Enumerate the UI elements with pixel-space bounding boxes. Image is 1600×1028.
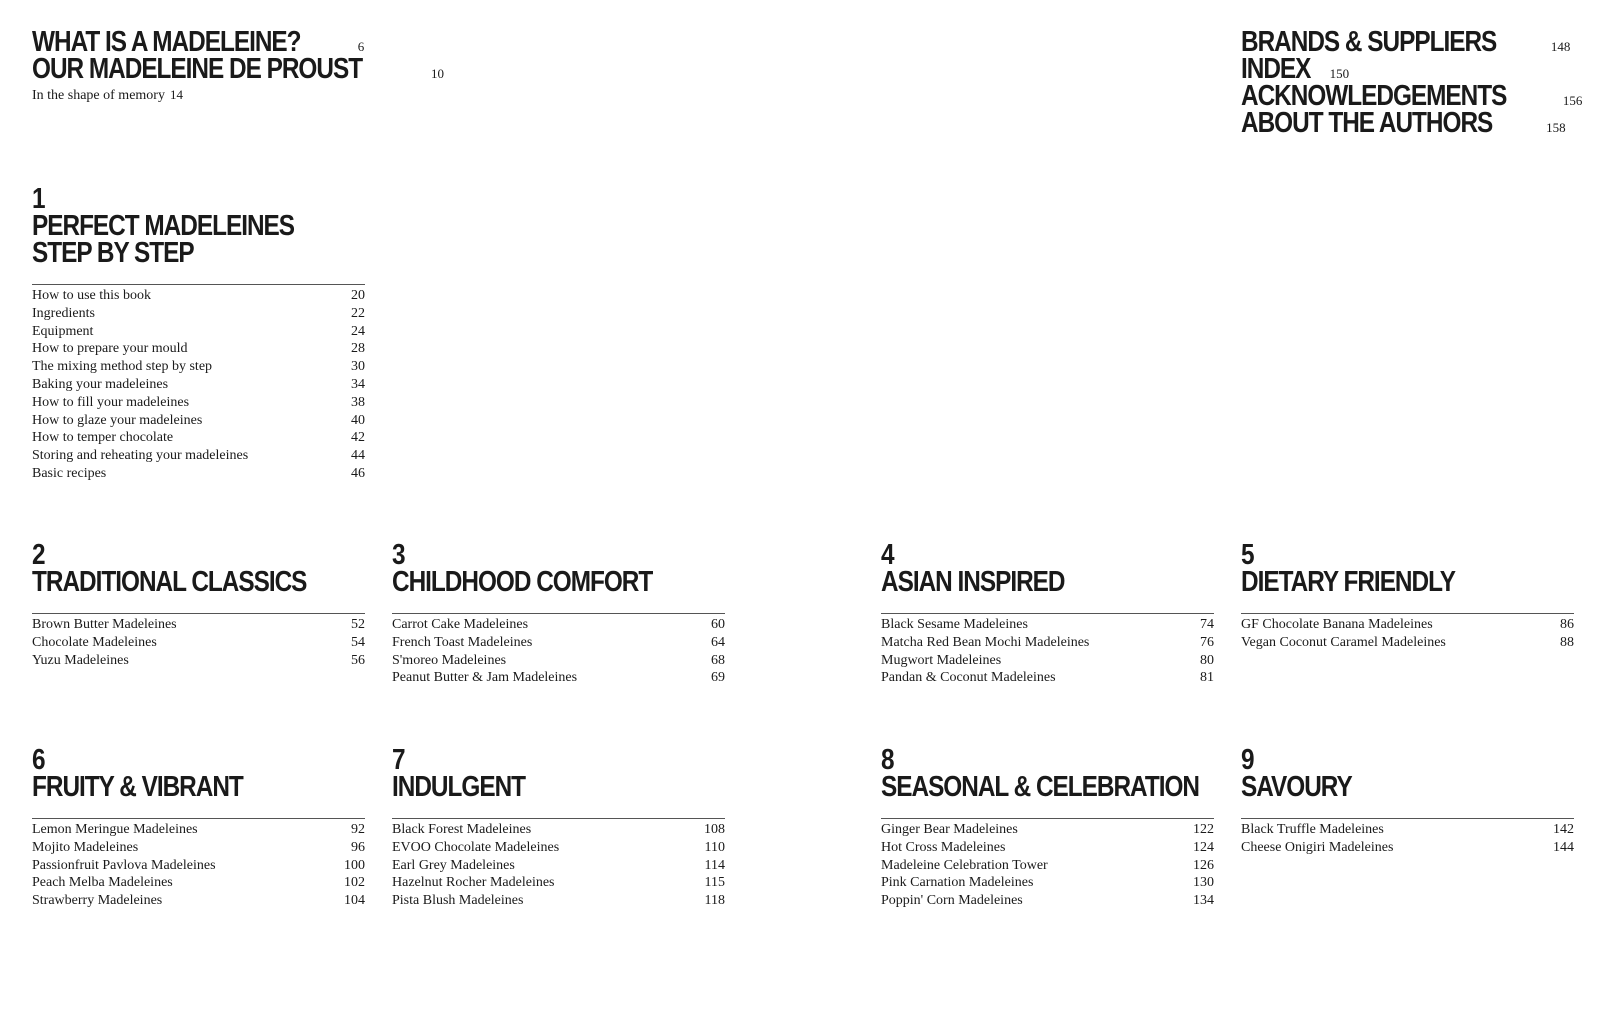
toc-entry[interactable] bbox=[32, 874, 365, 892]
toc-entry-title: How to prepare your mould bbox=[32, 341, 188, 357]
toc-entry-page: 80 bbox=[1200, 652, 1214, 668]
toc-entry[interactable] bbox=[32, 376, 365, 394]
toc-entry-page: 86 bbox=[1560, 617, 1574, 632]
chapter-title: PERFECT MADELEINES STEP BY STEP bbox=[32, 210, 295, 269]
back-matter-title: INDEX bbox=[1241, 53, 1311, 85]
chapter-title: DIETARY FRIENDLY bbox=[1241, 566, 1455, 598]
chapter-number: 1 bbox=[32, 183, 45, 215]
toc-entry-page: 22 bbox=[351, 305, 365, 321]
chapter-title: FRUITY & VIBRANT bbox=[32, 771, 243, 803]
toc-entry-title: How to glaze your madeleines bbox=[32, 412, 203, 428]
front-matter bbox=[32, 26, 444, 104]
toc-entry-title: Pandan & Coconut Madeleines bbox=[881, 670, 1056, 686]
back-matter bbox=[1241, 26, 1583, 139]
front-matter-item[interactable] bbox=[32, 53, 444, 85]
back-matter-page: 148 bbox=[1550, 39, 1571, 54]
toc-entry-title: Black Forest Madeleines bbox=[392, 822, 532, 837]
chapter-divider bbox=[881, 818, 1214, 819]
chapter-divider bbox=[32, 818, 365, 819]
toc-entry-title: Equipment bbox=[32, 323, 94, 339]
chapter-section bbox=[1241, 744, 1574, 857]
front-matter-subitem[interactable] bbox=[32, 87, 444, 104]
toc-entry[interactable] bbox=[1241, 616, 1574, 634]
toc-entry[interactable] bbox=[32, 857, 365, 875]
toc-entry-title: French Toast Madeleines bbox=[392, 634, 533, 650]
toc-entry-page: 56 bbox=[351, 652, 365, 668]
toc-entry-title: Chocolate Madeleines bbox=[32, 634, 157, 650]
toc-entry-title: Ginger Bear Madeleines bbox=[881, 822, 1018, 837]
toc-entry[interactable] bbox=[881, 821, 1214, 839]
chapter-entry-list bbox=[1241, 616, 1574, 652]
toc-entry-page: 108 bbox=[704, 822, 725, 837]
chapter-title: ASIAN INSPIRED bbox=[881, 566, 1065, 598]
chapter-number: 9 bbox=[1241, 744, 1254, 776]
back-matter-page: 158 bbox=[1546, 120, 1566, 135]
toc-entry-page: 42 bbox=[351, 430, 365, 446]
toc-entry-title: Passionfruit Pavlova Madeleines bbox=[32, 857, 216, 873]
toc-entry[interactable] bbox=[881, 634, 1214, 652]
chapter-title: SAVOURY bbox=[1241, 771, 1352, 803]
toc-entry-page: 40 bbox=[351, 412, 365, 428]
toc-entry-title: Storing and reheating your madeleines bbox=[32, 448, 249, 464]
toc-entry-title: Earl Grey Madeleines bbox=[392, 857, 515, 873]
toc-entry-page: 76 bbox=[1200, 634, 1214, 650]
toc-entry-page: 144 bbox=[1553, 839, 1574, 855]
chapter-number: 4 bbox=[881, 539, 894, 571]
toc-entry[interactable] bbox=[1241, 839, 1574, 857]
toc-entry-page: 46 bbox=[351, 465, 365, 481]
toc-entry-page: 134 bbox=[1193, 893, 1214, 909]
toc-entry[interactable] bbox=[392, 821, 725, 839]
toc-entry[interactable] bbox=[32, 821, 365, 839]
toc-entry[interactable] bbox=[392, 857, 725, 875]
toc-entry-page: 118 bbox=[704, 893, 725, 909]
toc-entry[interactable] bbox=[881, 616, 1214, 634]
toc-entry-page: 142 bbox=[1553, 822, 1574, 837]
toc-entry-page: 34 bbox=[351, 376, 365, 392]
toc-entry[interactable] bbox=[32, 358, 365, 376]
chapter-section bbox=[32, 183, 365, 483]
toc-entry-title: How to fill your madeleines bbox=[32, 394, 190, 410]
chapter-divider bbox=[1241, 818, 1574, 819]
toc-entry-title: S'moreo Madeleines bbox=[392, 652, 507, 668]
toc-entry-title: Mojito Madeleines bbox=[32, 839, 139, 855]
front-matter-title: WHAT IS A MADELEINE? bbox=[32, 26, 301, 58]
toc-entry-title: Strawberry Madeleines bbox=[32, 893, 163, 909]
toc-entry-title: The mixing method step by step bbox=[32, 359, 213, 375]
toc-entry-page: 102 bbox=[344, 875, 365, 891]
toc-entry-page: 54 bbox=[351, 634, 365, 650]
toc-entry-page: 64 bbox=[711, 634, 725, 650]
chapter-section bbox=[881, 744, 1214, 910]
toc-entry-page: 24 bbox=[351, 323, 365, 339]
toc-entry[interactable] bbox=[32, 652, 365, 670]
toc-entry-title: Madeleine Celebration Tower bbox=[881, 857, 1048, 873]
toc-entry-page: 114 bbox=[704, 857, 725, 873]
back-matter-item[interactable] bbox=[1241, 80, 1583, 112]
toc-entry-page: 110 bbox=[704, 839, 725, 855]
toc-entry-page: 60 bbox=[711, 617, 725, 632]
toc-entry-title: Hazelnut Rocher Madeleines bbox=[392, 875, 555, 891]
front-matter-page: 10 bbox=[430, 66, 444, 81]
toc-entry-page: 88 bbox=[1560, 634, 1574, 650]
chapter-title: TRADITIONAL CLASSICS bbox=[32, 566, 307, 598]
front-matter-page: 6 bbox=[357, 39, 365, 54]
toc-entry[interactable] bbox=[32, 465, 365, 483]
toc-entry-page: 28 bbox=[351, 341, 365, 357]
chapter-divider bbox=[392, 818, 725, 819]
toc-entry[interactable] bbox=[881, 669, 1214, 687]
toc-entry-page: 38 bbox=[351, 394, 365, 410]
chapter-divider bbox=[32, 284, 365, 285]
chapter-number: 5 bbox=[1241, 539, 1254, 571]
toc-entry-page: 100 bbox=[344, 857, 365, 873]
toc-entry-page: 124 bbox=[1193, 839, 1214, 855]
toc-entry[interactable] bbox=[392, 892, 725, 910]
toc-entry-page: 44 bbox=[351, 448, 365, 464]
toc-entry-page: 68 bbox=[711, 652, 725, 668]
chapter-section bbox=[392, 539, 725, 687]
toc-entry-page: 115 bbox=[704, 875, 725, 891]
toc-entry-title: Black Sesame Madeleines bbox=[881, 617, 1028, 632]
toc-entry-page: 30 bbox=[351, 359, 365, 375]
chapter-entry-list bbox=[32, 287, 365, 483]
toc-entry[interactable] bbox=[32, 616, 365, 634]
toc-entry-title: Ingredients bbox=[32, 305, 95, 321]
toc-entry[interactable] bbox=[1241, 634, 1574, 652]
chapter-entry-list bbox=[32, 616, 365, 669]
chapter-title: SEASONAL & CELEBRATION bbox=[881, 771, 1199, 803]
toc-entry[interactable] bbox=[881, 839, 1214, 857]
front-matter-sub-page: 14 bbox=[169, 87, 183, 102]
toc-entry[interactable] bbox=[881, 874, 1214, 892]
chapter-number: 6 bbox=[32, 744, 45, 776]
toc-entry-title: Pink Carnation Madeleines bbox=[881, 875, 1034, 891]
toc-entry-title: How to use this book bbox=[32, 288, 151, 303]
back-matter-title: BRANDS & SUPPLIERS bbox=[1241, 26, 1497, 58]
toc-entry[interactable] bbox=[392, 634, 725, 652]
chapter-entry-list bbox=[881, 616, 1214, 687]
toc-entry-title: Hot Cross Madeleines bbox=[881, 839, 1006, 855]
toc-entry-title: Pista Blush Madeleines bbox=[392, 893, 524, 909]
chapter-divider bbox=[32, 613, 365, 614]
toc-entry[interactable] bbox=[32, 892, 365, 910]
toc-entry[interactable] bbox=[392, 652, 725, 670]
chapter-divider bbox=[392, 613, 725, 614]
toc-entry-title: Brown Butter Madeleines bbox=[32, 617, 177, 632]
chapter-entry-list bbox=[1241, 821, 1574, 857]
chapter-entry-list bbox=[32, 821, 365, 910]
toc-entry[interactable] bbox=[881, 857, 1214, 875]
chapter-entry-list bbox=[392, 616, 725, 687]
toc-entry-title: Matcha Red Bean Mochi Madeleines bbox=[881, 634, 1090, 650]
back-matter-item[interactable] bbox=[1241, 107, 1582, 139]
toc-entry[interactable] bbox=[32, 634, 365, 652]
chapter-section bbox=[1241, 539, 1574, 652]
toc-entry-title: EVOO Chocolate Madeleines bbox=[392, 839, 560, 855]
chapter-section bbox=[32, 744, 365, 910]
toc-entry-title: Peach Melba Madeleines bbox=[32, 875, 173, 891]
chapter-entry-list bbox=[881, 821, 1214, 910]
toc-entry[interactable] bbox=[32, 412, 365, 430]
chapter-number: 3 bbox=[392, 539, 405, 571]
toc-entry-title: GF Chocolate Banana Madeleines bbox=[1241, 617, 1433, 632]
chapter-number: 8 bbox=[881, 744, 894, 776]
toc-entry-title: Black Truffle Madeleines bbox=[1241, 822, 1384, 837]
toc-entry[interactable] bbox=[32, 839, 365, 857]
toc-entry[interactable] bbox=[881, 892, 1214, 910]
chapter-title: INDULGENT bbox=[392, 771, 526, 803]
toc-entry[interactable] bbox=[392, 669, 725, 687]
front-matter-sub-title: In the shape of memory bbox=[32, 88, 165, 103]
toc-entry[interactable] bbox=[32, 429, 365, 447]
chapter-number: 7 bbox=[392, 744, 405, 776]
back-matter-title: ABOUT THE AUTHORS bbox=[1241, 107, 1493, 139]
toc-entry[interactable] bbox=[32, 305, 365, 323]
chapter-divider bbox=[881, 613, 1214, 614]
toc-entry[interactable] bbox=[32, 323, 365, 341]
chapter-divider bbox=[1241, 613, 1574, 614]
toc-entry-title: Peanut Butter & Jam Madeleines bbox=[392, 670, 578, 686]
toc-entry-title: How to temper chocolate bbox=[32, 430, 174, 446]
chapter-number: 2 bbox=[32, 539, 45, 571]
chapter-section bbox=[32, 539, 365, 669]
back-matter-page: 150 bbox=[1329, 66, 1350, 81]
toc-entry-page: 69 bbox=[711, 670, 725, 686]
toc-entry[interactable] bbox=[1241, 821, 1574, 839]
chapter-entry-list bbox=[392, 821, 725, 910]
toc-entry-title: Yuzu Madeleines bbox=[32, 652, 129, 668]
toc-entry[interactable] bbox=[392, 616, 725, 634]
toc-entry[interactable] bbox=[32, 287, 365, 305]
back-matter-title: ACKNOWLEDGEMENTS bbox=[1241, 80, 1507, 112]
toc-entry-title: Baking your madeleines bbox=[32, 376, 169, 392]
toc-entry[interactable] bbox=[32, 394, 365, 412]
toc-entry-page: 20 bbox=[351, 288, 365, 303]
toc-entry-page: 81 bbox=[1200, 670, 1214, 686]
chapter-section bbox=[881, 539, 1214, 687]
back-matter-page: 156 bbox=[1562, 93, 1583, 108]
chapter-section bbox=[392, 744, 725, 910]
toc-entry-page: 92 bbox=[351, 822, 365, 837]
toc-entry-title: Lemon Meringue Madeleines bbox=[32, 822, 198, 837]
toc-entry[interactable] bbox=[32, 340, 365, 358]
toc-entry-page: 122 bbox=[1193, 822, 1214, 837]
chapter-title: CHILDHOOD COMFORT bbox=[392, 566, 653, 598]
toc-entry[interactable] bbox=[392, 839, 725, 857]
toc-entry-title: Mugwort Madeleines bbox=[881, 652, 1002, 668]
toc-entry-page: 126 bbox=[1193, 857, 1214, 873]
back-matter-item[interactable] bbox=[1241, 53, 1582, 85]
toc-entry[interactable] bbox=[392, 874, 725, 892]
toc-entry-page: 52 bbox=[351, 617, 365, 632]
toc-entry-title: Basic recipes bbox=[32, 465, 107, 481]
front-matter-title: OUR MADELEINE DE PROUST bbox=[32, 53, 363, 85]
toc-entry-page: 104 bbox=[344, 893, 365, 909]
toc-entry-title: Vegan Coconut Caramel Madeleines bbox=[1241, 634, 1446, 650]
toc-entry-page: 96 bbox=[351, 839, 365, 855]
toc-entry[interactable] bbox=[881, 652, 1214, 670]
toc-entry-title: Poppin' Corn Madeleines bbox=[881, 893, 1023, 909]
front-matter-item[interactable] bbox=[32, 26, 444, 58]
toc-entry-title: Cheese Onigiri Madeleines bbox=[1241, 839, 1394, 855]
toc-entry-page: 74 bbox=[1200, 617, 1214, 632]
toc-entry[interactable] bbox=[32, 447, 365, 465]
toc-entry-title: Carrot Cake Madeleines bbox=[392, 617, 529, 632]
back-matter-item[interactable] bbox=[1241, 26, 1582, 58]
toc-entry-page: 130 bbox=[1193, 875, 1214, 891]
